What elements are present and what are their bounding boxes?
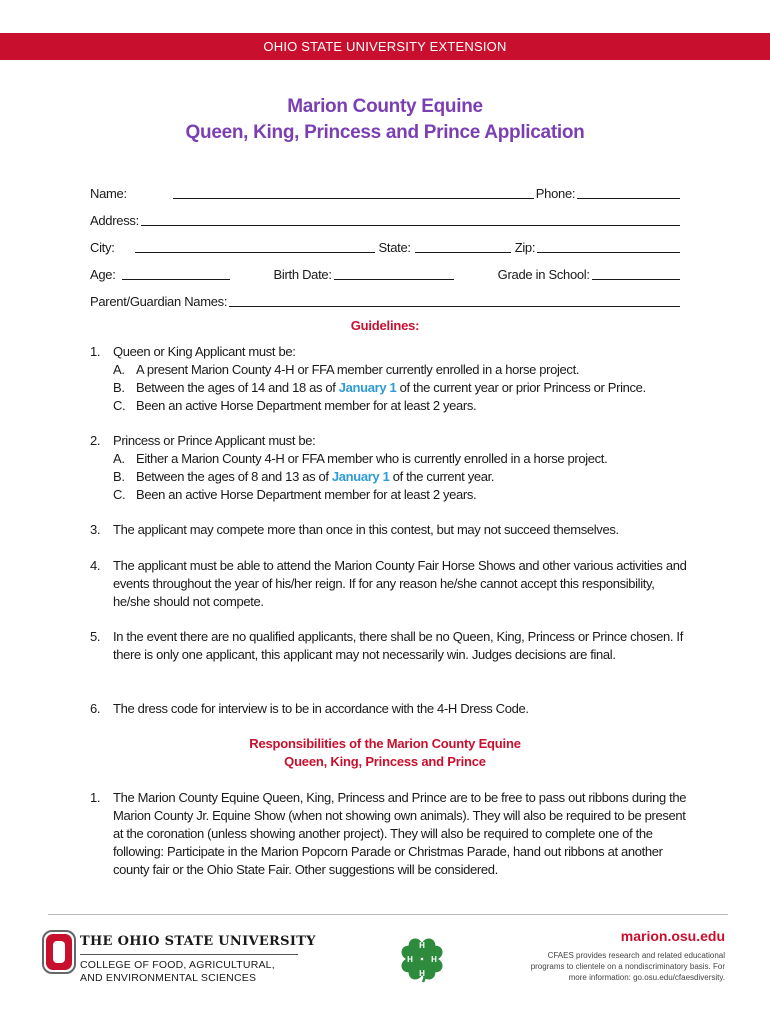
grade-field[interactable]: [592, 265, 680, 280]
responsibilities-heading-2: Queen, King, Princess and Prince: [284, 754, 486, 769]
sub-text: Been an active Horse Department member for at least 2 years.: [136, 398, 477, 413]
sub-letter: B.: [113, 380, 125, 395]
city-label: City:: [90, 240, 115, 255]
responsibility-number: 1.: [90, 790, 101, 805]
guideline-number: 2.: [90, 433, 101, 448]
guideline-4: [90, 557, 690, 611]
logo-rule: [80, 954, 298, 955]
form-row-age: [90, 264, 680, 282]
date-highlight: January 1: [338, 380, 397, 395]
responsibility-text: The Marion County Equine Queen, King, Princess and Prince are to be free to pass out ribbons during the Marion County Jr. Equine Show (when not showing own animals). They will also be required to be present at the coronation (unless showing another project). They will also be required to complete one of the following: Participate in the Marion Popcorn Parade or Christmas Parade, hand out ribbons at another county fair or the Ohio State Fair. Other suggestions will be considered.: [113, 790, 687, 877]
note-line-1: CFAES provides research and related educational: [547, 951, 725, 960]
form-row-city: [90, 237, 680, 255]
guideline-number: 6.: [90, 701, 101, 716]
sub-item: [113, 450, 690, 468]
name-field[interactable]: [173, 184, 534, 199]
extension-banner: [0, 33, 770, 60]
university-name: THE OHIO STATE UNIVERSITY: [80, 934, 316, 949]
clover-h-top: H: [419, 941, 425, 950]
phone-field[interactable]: [577, 184, 680, 199]
guidelines-heading: Guidelines:: [350, 318, 420, 333]
name-label: Name:: [90, 186, 127, 201]
phone-label: Phone:: [535, 186, 576, 201]
nondiscrimination-note: [485, 950, 725, 983]
parent-label: Parent/Guardian Names:: [90, 294, 228, 309]
guideline-5: [90, 628, 690, 664]
address-label: Address:: [90, 213, 139, 228]
form-row-parent: [90, 291, 680, 309]
city-field[interactable]: [135, 238, 375, 253]
guideline-text: The applicant may compete more than once in this contest, but may not succeed themselves.: [113, 522, 619, 537]
date-highlight: January 1: [331, 469, 390, 484]
note-line-3: more information: go.osu.edu/cfaesdiversity.: [568, 973, 725, 982]
footer-divider: [48, 914, 728, 915]
osu-block-o-logo: [42, 930, 76, 974]
college-line-2: AND ENVIRONMENTAL SCIENCES: [80, 971, 257, 984]
form-row-address: [90, 210, 680, 228]
sub-item: [113, 379, 690, 397]
zip-label: Zip:: [514, 240, 536, 255]
guideline-3: [90, 521, 690, 539]
guideline-number: 1.: [90, 344, 101, 359]
sub-letter: A.: [113, 451, 125, 466]
title-line-1: Marion County Equine: [287, 96, 483, 117]
sub-text: Been an active Horse Department member for at least 2 years.: [136, 487, 477, 502]
sub-letter: C.: [113, 487, 126, 502]
clover-h-left: H: [407, 955, 413, 964]
guideline-number: 4.: [90, 558, 101, 573]
title-line-2: Queen, King, Princess and Prince Application: [185, 122, 585, 143]
address-field[interactable]: [141, 211, 680, 226]
sub-letter: C.: [113, 398, 126, 413]
website-link[interactable]: marion.osu.edu: [620, 928, 725, 944]
parent-field[interactable]: [229, 292, 680, 307]
responsibility-1: [90, 789, 690, 879]
guideline-1: [90, 343, 690, 415]
guideline-2: [90, 432, 690, 504]
form-row-name: [90, 183, 680, 201]
sub-item: [113, 361, 690, 379]
sub-item: [113, 397, 690, 415]
sub-text: A present Marion County 4-H or FFA member currently enrolled in a horse project.: [136, 362, 580, 377]
college-line-1: COLLEGE OF FOOD, AGRICULTURAL,: [80, 959, 275, 971]
clover-h-right: H: [431, 955, 437, 964]
sub-text: Either a Marion County 4-H or FFA member who is currently enrolled in a horse project.: [136, 451, 608, 466]
college-name: [80, 959, 275, 984]
sub-text: of the current year.: [389, 469, 495, 484]
guideline-number: 5.: [90, 629, 101, 644]
sub-text: Between the ages of 14 and 18 as of: [136, 380, 339, 395]
responsibilities-heading-1: Responsibilities of the Marion County Equine: [249, 736, 521, 751]
grade-label: Grade in School:: [497, 267, 590, 282]
age-label: Age:: [90, 267, 116, 282]
guideline-number: 3.: [90, 522, 101, 537]
guideline-text: Queen or King Applicant must be:: [113, 344, 296, 359]
birth-date-label: Birth Date:: [273, 267, 332, 282]
4h-clover-logo: [397, 934, 447, 984]
guideline-text: In the event there are no qualified applicants, there shall be no Queen, King, Princess or Prince chosen. If there is only one applicant, this applicant may not necessarily win. Judges decisions are final.: [113, 629, 683, 662]
state-field[interactable]: [415, 238, 511, 253]
sub-text: of the current year or prior Princess or Prince.: [396, 380, 646, 395]
guideline-text: The applicant must be able to attend the Marion County Fair Horse Shows and other various activities and events throughout the year of his/her reign. If for any reason he/she cannot accept this responsibility, he/she should not compete.: [113, 558, 687, 609]
guideline-text: The dress code for interview is to be in accordance with the 4-H Dress Code.: [113, 701, 529, 716]
birth-date-field[interactable]: [334, 265, 454, 280]
sub-item: [113, 468, 690, 486]
age-field[interactable]: [122, 265, 230, 280]
guideline-text: Princess or Prince Applicant must be:: [113, 433, 316, 448]
banner-text: OHIO STATE UNIVERSITY EXTENSION: [263, 39, 507, 54]
zip-field[interactable]: [537, 238, 680, 253]
sub-item: [113, 486, 690, 504]
guideline-6: [90, 700, 690, 718]
note-line-2: programs to clientele on a nondiscriminatory basis. For: [530, 962, 725, 971]
sub-letter: A.: [113, 362, 125, 377]
sub-text: Between the ages of 8 and 13 as of: [136, 469, 332, 484]
clover-h-bottom: H: [419, 969, 425, 978]
sub-letter: B.: [113, 469, 125, 484]
state-label: State:: [378, 240, 411, 255]
